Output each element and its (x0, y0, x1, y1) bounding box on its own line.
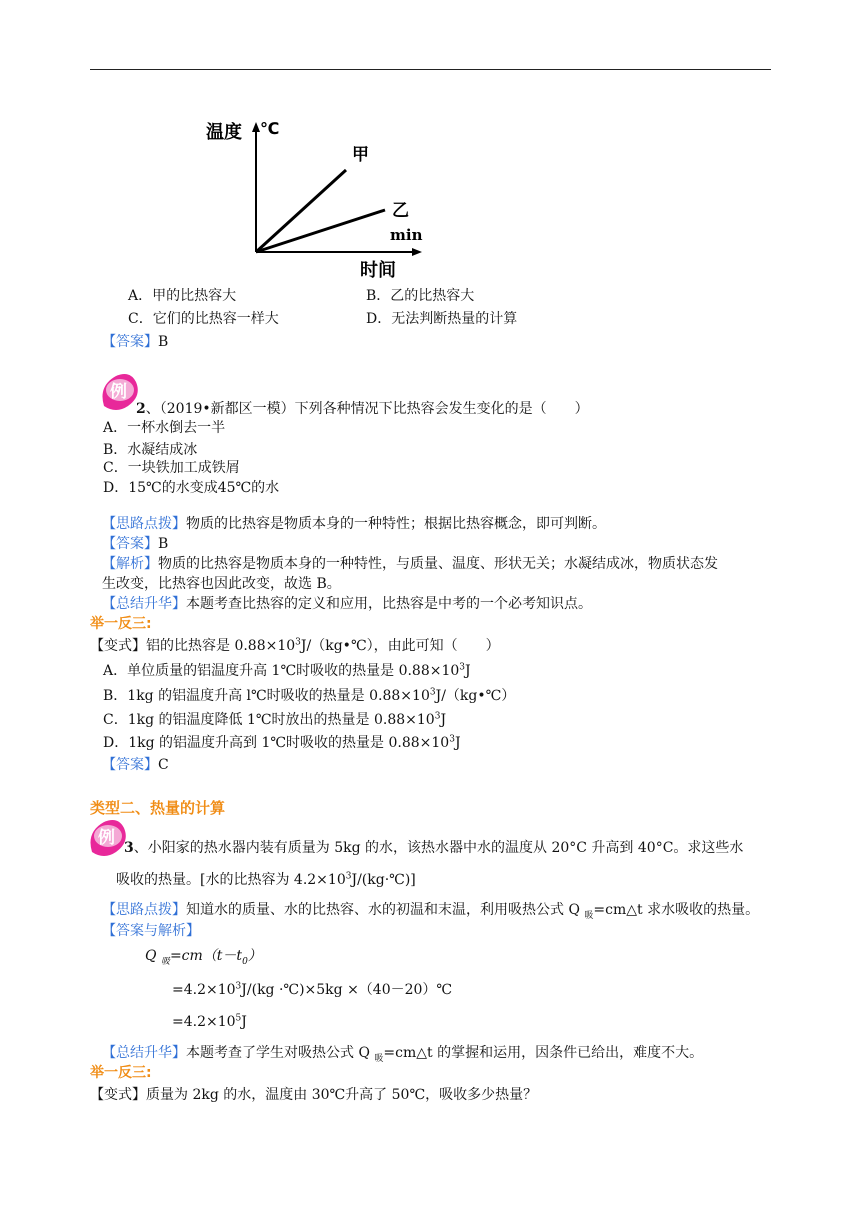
q1-option-a: A．甲的比热容大 (128, 288, 237, 304)
q3-stem-2-pre: 吸收的热量。[水的比热容为 4.2×10 (116, 872, 346, 888)
q2-analysis-line-1 (102, 554, 718, 574)
summary-tag: 【总结升华】 (102, 596, 186, 612)
svg-text:例: 例 (110, 382, 127, 402)
hint-tag: 【思路点拨】 (102, 516, 186, 532)
ext1-option-d-pre: D．1kg 的铝温度升高到 1℃时吸收的热量是 0.88×10 (103, 735, 450, 751)
eq3-pre: =4.2×10 (172, 1014, 236, 1030)
q2-stem-text: 、（2019•新都区一模）下列各种情况下比热容会发生变化的是（ ） (145, 401, 589, 417)
x-axis-arrow (412, 248, 422, 256)
summary-tag: 【总结升华】 (102, 1045, 186, 1061)
y-axis-arrow (252, 122, 260, 132)
ext1-answer (102, 755, 169, 775)
ext1-option-b-sup: 3 (429, 687, 436, 698)
eq1-q: Q (145, 948, 157, 964)
answer-value: B (158, 536, 169, 552)
ext1-option-c (103, 710, 446, 730)
q3-equation-1 (145, 946, 262, 966)
q3-summary-post: =cm△t 的掌握和运用，因条件已给出，难度不大。 (383, 1045, 704, 1061)
x-axis-label: 时间 (360, 260, 396, 281)
q3-stem-2-sup: 3 (345, 871, 352, 882)
q2-option-a: A．一杯水倒去一半 (103, 420, 226, 436)
hint-tag: 【思路点拨】 (102, 902, 186, 918)
q3-number: 3 (124, 840, 134, 856)
analysis-tag: 【解析】 (102, 556, 158, 572)
q2-hint (102, 514, 606, 534)
y-axis-unit: ℃ (260, 119, 280, 138)
answer-tag: 【答案】 (102, 757, 158, 773)
ext1-stem (90, 636, 500, 656)
q3-hint-post: =cm△t 求水吸收的热量。 (593, 902, 760, 918)
q2-summary (102, 594, 592, 614)
header-rule (90, 69, 771, 70)
temperature-time-graph (200, 112, 430, 282)
q2-option-d: D．15℃的水变成45℃的水 (103, 480, 280, 496)
q3-hint-sub: 吸 (584, 910, 594, 921)
eq1-sub: 吸 (160, 956, 170, 967)
eq1-rest: =cm（t－t (169, 948, 243, 964)
answer-value: B (158, 334, 169, 350)
ext1-option-d-sup: 3 (449, 734, 455, 745)
q3-answer-heading: 【答案与解析】 (102, 923, 200, 939)
q2-option-c: C．一块铁加工成铁屑 (103, 460, 240, 476)
q2-answer (102, 534, 168, 554)
ext1-option-a-pre: A．单位质量的铝温度升高 1℃时吸收的热量是 0.88×10 (103, 663, 460, 679)
series-jia-label: 甲 (352, 145, 369, 165)
analysis-text-1: 物质的比热容是物质本身的一种特性，与质量、温度、形状无关；水凝结成冰，物质状态发 (158, 556, 718, 572)
section-title: 类型二、热量的计算 (90, 799, 226, 817)
answer-tag: 【答案】 (102, 334, 158, 350)
q3-stem-text: 、小阳家的热水器内装有质量为 5kg 的水，该热水器中水的温度从 20°C 升高到 40°C。求这些水 (133, 840, 744, 856)
eq2-sup: 3 (235, 981, 242, 992)
q3-summary-pre: 本题考查了学生对吸热公式 Q (186, 1045, 375, 1061)
q3-equation-3 (172, 1012, 247, 1032)
svg-text:例: 例 (98, 828, 115, 848)
ext2-stem: 【变式】质量为 2kg 的水，温度由 30℃升高了 50℃，吸收多少热量？ (90, 1087, 538, 1103)
eq2-pre: =4.2×10 (172, 982, 236, 998)
q1-option-d: D．无法判断热量的计算 (366, 311, 518, 327)
x-axis-unit: min (390, 226, 423, 244)
ext1-option-c-pre: C．1kg 的铝温度降低 1℃时放出的热量是 0.88×10 (103, 712, 435, 728)
series-yi-line (256, 210, 385, 252)
q1-option-b: B．乙的比热容大 (366, 288, 475, 304)
ext1-option-c-post: J (440, 712, 447, 728)
q2-number: 2 (136, 401, 146, 417)
q2-stem (136, 399, 589, 419)
eq3-sup: 5 (235, 1013, 242, 1024)
q3-stem-line-1 (124, 838, 743, 858)
q3-summary-sub: 吸 (374, 1053, 384, 1064)
ext1-option-c-sup: 3 (434, 711, 441, 722)
q3-equation-2 (172, 980, 452, 1000)
ext1-option-a (103, 661, 471, 681)
ext1-option-b (103, 686, 515, 706)
ext1-stem-post: J/（kg•℃），由此可知（ ） (300, 638, 500, 654)
ext1-option-d (103, 733, 461, 753)
q3-hint (102, 900, 759, 920)
q1-answer (102, 332, 168, 352)
series-yi-label: 乙 (392, 201, 409, 221)
ext1-option-d-post: J (454, 735, 461, 751)
series-jia-line (256, 170, 346, 252)
q3-stem-line-2 (116, 870, 416, 890)
q1-option-c: C．它们的比热容一样大 (128, 311, 279, 327)
q2-analysis-line-2: 生改变，比热容也因此改变，故选 B。 (102, 576, 341, 592)
eq1-sub0: 0 (242, 956, 248, 967)
ext1-option-a-post: J (465, 663, 471, 679)
q2-option-b: B．水凝结成冰 (103, 442, 198, 458)
summary-text: 本题考查比热容的定义和应用，比热容是中考的一个必考知识点。 (186, 596, 592, 612)
answer-tag: 【答案】 (102, 536, 158, 552)
eq2-post: J/(kg ·℃)×5kg ×（40－20）℃ (241, 982, 453, 998)
eq1-end: ） (247, 948, 262, 964)
q3-summary (102, 1043, 703, 1063)
ext1-stem-sup: 3 (295, 637, 301, 648)
ext1-option-b-pre: B．1kg 的铝温度升高 l℃时吸收的热量是 0.88×10 (103, 688, 430, 704)
ext1-option-a-sup: 3 (459, 662, 466, 673)
q3-stem-2-post: J/(kg·℃)] (351, 872, 416, 888)
practice-heading-2: 举一反三: (90, 1065, 152, 1081)
q3-hint-pre: 知道水的质量、水的比热容、水的初温和末温，利用吸热公式 Q (186, 902, 585, 918)
y-axis-label: 温度 (206, 122, 242, 143)
ext1-option-b-post: J/（kg•℃） (435, 688, 516, 704)
practice-heading-1: 举一反三: (90, 616, 152, 632)
hint-text: 物质的比热容是物质本身的一种特性；根据比热容概念，即可判断。 (186, 516, 606, 532)
answer-value: C (158, 757, 169, 773)
eq3-post: J (241, 1014, 247, 1030)
ext1-stem-pre: 【变式】铝的比热容是 0.88×10 (90, 638, 296, 654)
